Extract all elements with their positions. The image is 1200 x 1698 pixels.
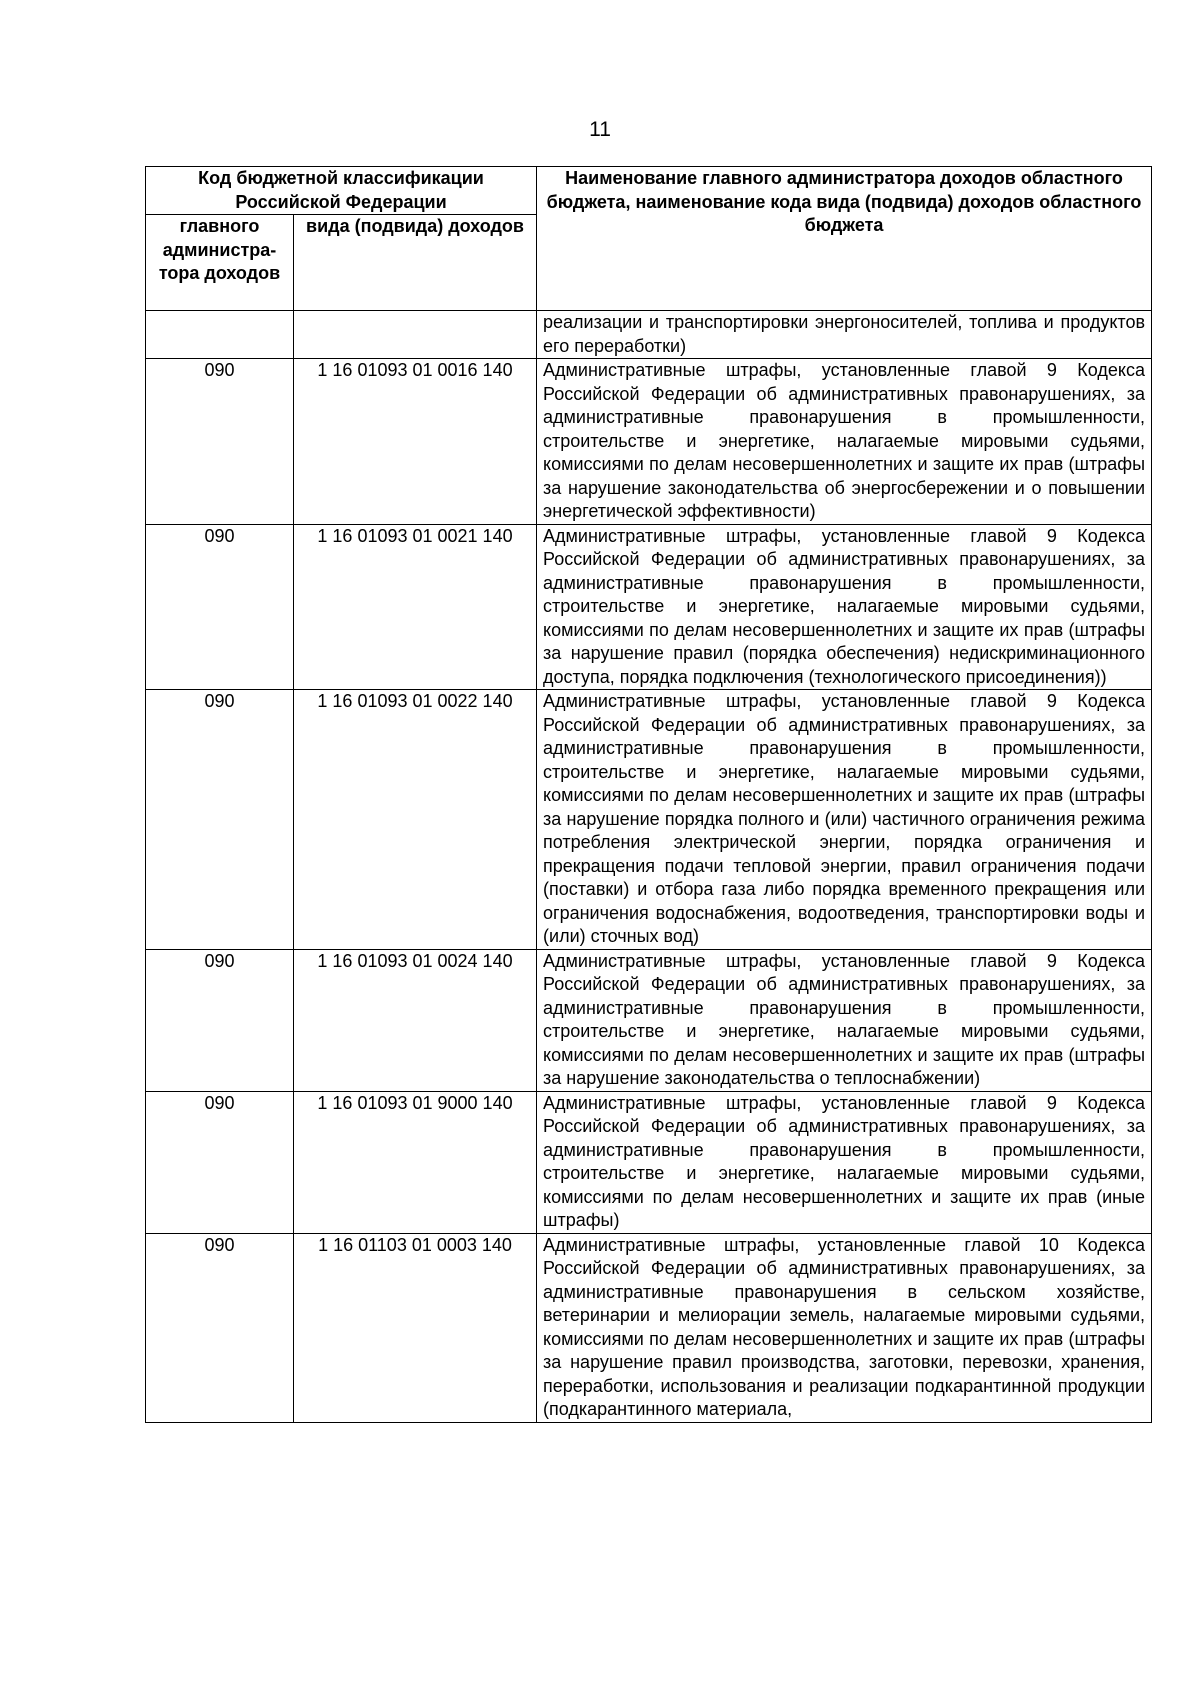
income-code-cell: 1 16 01103 01 0003 140 [294,1233,537,1422]
income-code-cell: 1 16 01093 01 0024 140 [294,949,537,1091]
table-row [146,1233,1152,1422]
budget-classification-table [145,166,1152,1423]
income-code-cell [294,311,537,359]
header-admin-code: главного администра-тора доходов [146,215,294,311]
admin-code-cell: 090 [146,690,294,950]
page-number: 11 [589,118,611,141]
table-row [146,1091,1152,1233]
table-row [146,690,1152,950]
admin-code-cell: 090 [146,359,294,525]
description-cell: Административные штрафы, установленные главой 9 Кодекса Российской Федерации об административных правонарушениях, за административные правонарушения в промышленности, строительстве и энергетике, налагаемые мировыми судьями, комиссиями по делам несовершеннолетних и защите их прав (штрафы за нарушение порядка полного и (или) частичного ограничения режима потребления электрической энергии, порядка ограничения и прекращения подачи тепловой энергии, правил ограничения подачи (поставки) и отбора газа либо порядка временного прекращения или ограничения водоснабжения, водоотведения, транспортировки воды и (или) сточных вод) [537,690,1152,950]
admin-code-cell: 090 [146,524,294,690]
header-name: Наименование главного администратора доходов областного бюджета, наименование кода вида (подвида) доходов областного бюджета [537,167,1152,311]
table-row [146,359,1152,525]
admin-code-cell: 090 [146,949,294,1091]
description-cell: Административные штрафы, установленные главой 9 Кодекса Российской Федерации об административных правонарушениях, за административные правонарушения в промышленности, строительстве и энергетике, налагаемые мировыми судьями, комиссиями по делам несовершеннолетних и защите их прав (иные штрафы) [537,1091,1152,1233]
income-code-cell: 1 16 01093 01 9000 140 [294,1091,537,1233]
description-cell: Административные штрафы, установленные главой 10 Кодекса Российской Федерации об административных правонарушениях, за административные правонарушения в сельском хозяйстве, ветеринарии и мелиорации земель, налагаемые мировыми судьями, комиссиями по делам несовершеннолетних и защите их прав (штрафы за нарушение правил производства, заготовки, перевозки, хранения, переработки, использования и реализации подкарантинной продукции (подкарантинного материала, [537,1233,1152,1422]
description-cell: Административные штрафы, установленные главой 9 Кодекса Российской Федерации об административных правонарушениях, за административные правонарушения в промышленности, строительстве и энергетике, налагаемые мировыми судьями, комиссиями по делам несовершеннолетних и защите их прав (штрафы за нарушение правил (порядка обеспечения) недискриминационного доступа, порядка подключения (технологического присоединения)) [537,524,1152,690]
header-classification-code: Код бюджетной классификации Российской Федерации [146,167,537,215]
income-code-cell: 1 16 01093 01 0021 140 [294,524,537,690]
admin-code-cell: 090 [146,1233,294,1422]
description-cell: реализации и транспортировки энергоносителей, топлива и продуктов его переработки) [537,311,1152,359]
income-code-cell: 1 16 01093 01 0016 140 [294,359,537,525]
table-row [146,524,1152,690]
table-row [146,311,1152,359]
description-cell: Административные штрафы, установленные главой 9 Кодекса Российской Федерации об административных правонарушениях, за административные правонарушения в промышленности, строительстве и энергетике, налагаемые мировыми судьями, комиссиями по делам несовершеннолетних и защите их прав (штрафы за нарушение законодательства о теплоснабжении) [537,949,1152,1091]
income-code-cell: 1 16 01093 01 0022 140 [294,690,537,950]
header-income-kind: вида (подвида) доходов [294,215,537,311]
table-row [146,949,1152,1091]
description-cell: Административные штрафы, установленные главой 9 Кодекса Российской Федерации об административных правонарушениях, за административные правонарушения в промышленности, строительстве и энергетике, налагаемые мировыми судьями, комиссиями по делам несовершеннолетних и защите их прав (штрафы за нарушение законодательства об энергосбережении и о повышении энергетической эффективности) [537,359,1152,525]
admin-code-cell [146,311,294,359]
table-body [146,311,1152,1423]
admin-code-cell: 090 [146,1091,294,1233]
